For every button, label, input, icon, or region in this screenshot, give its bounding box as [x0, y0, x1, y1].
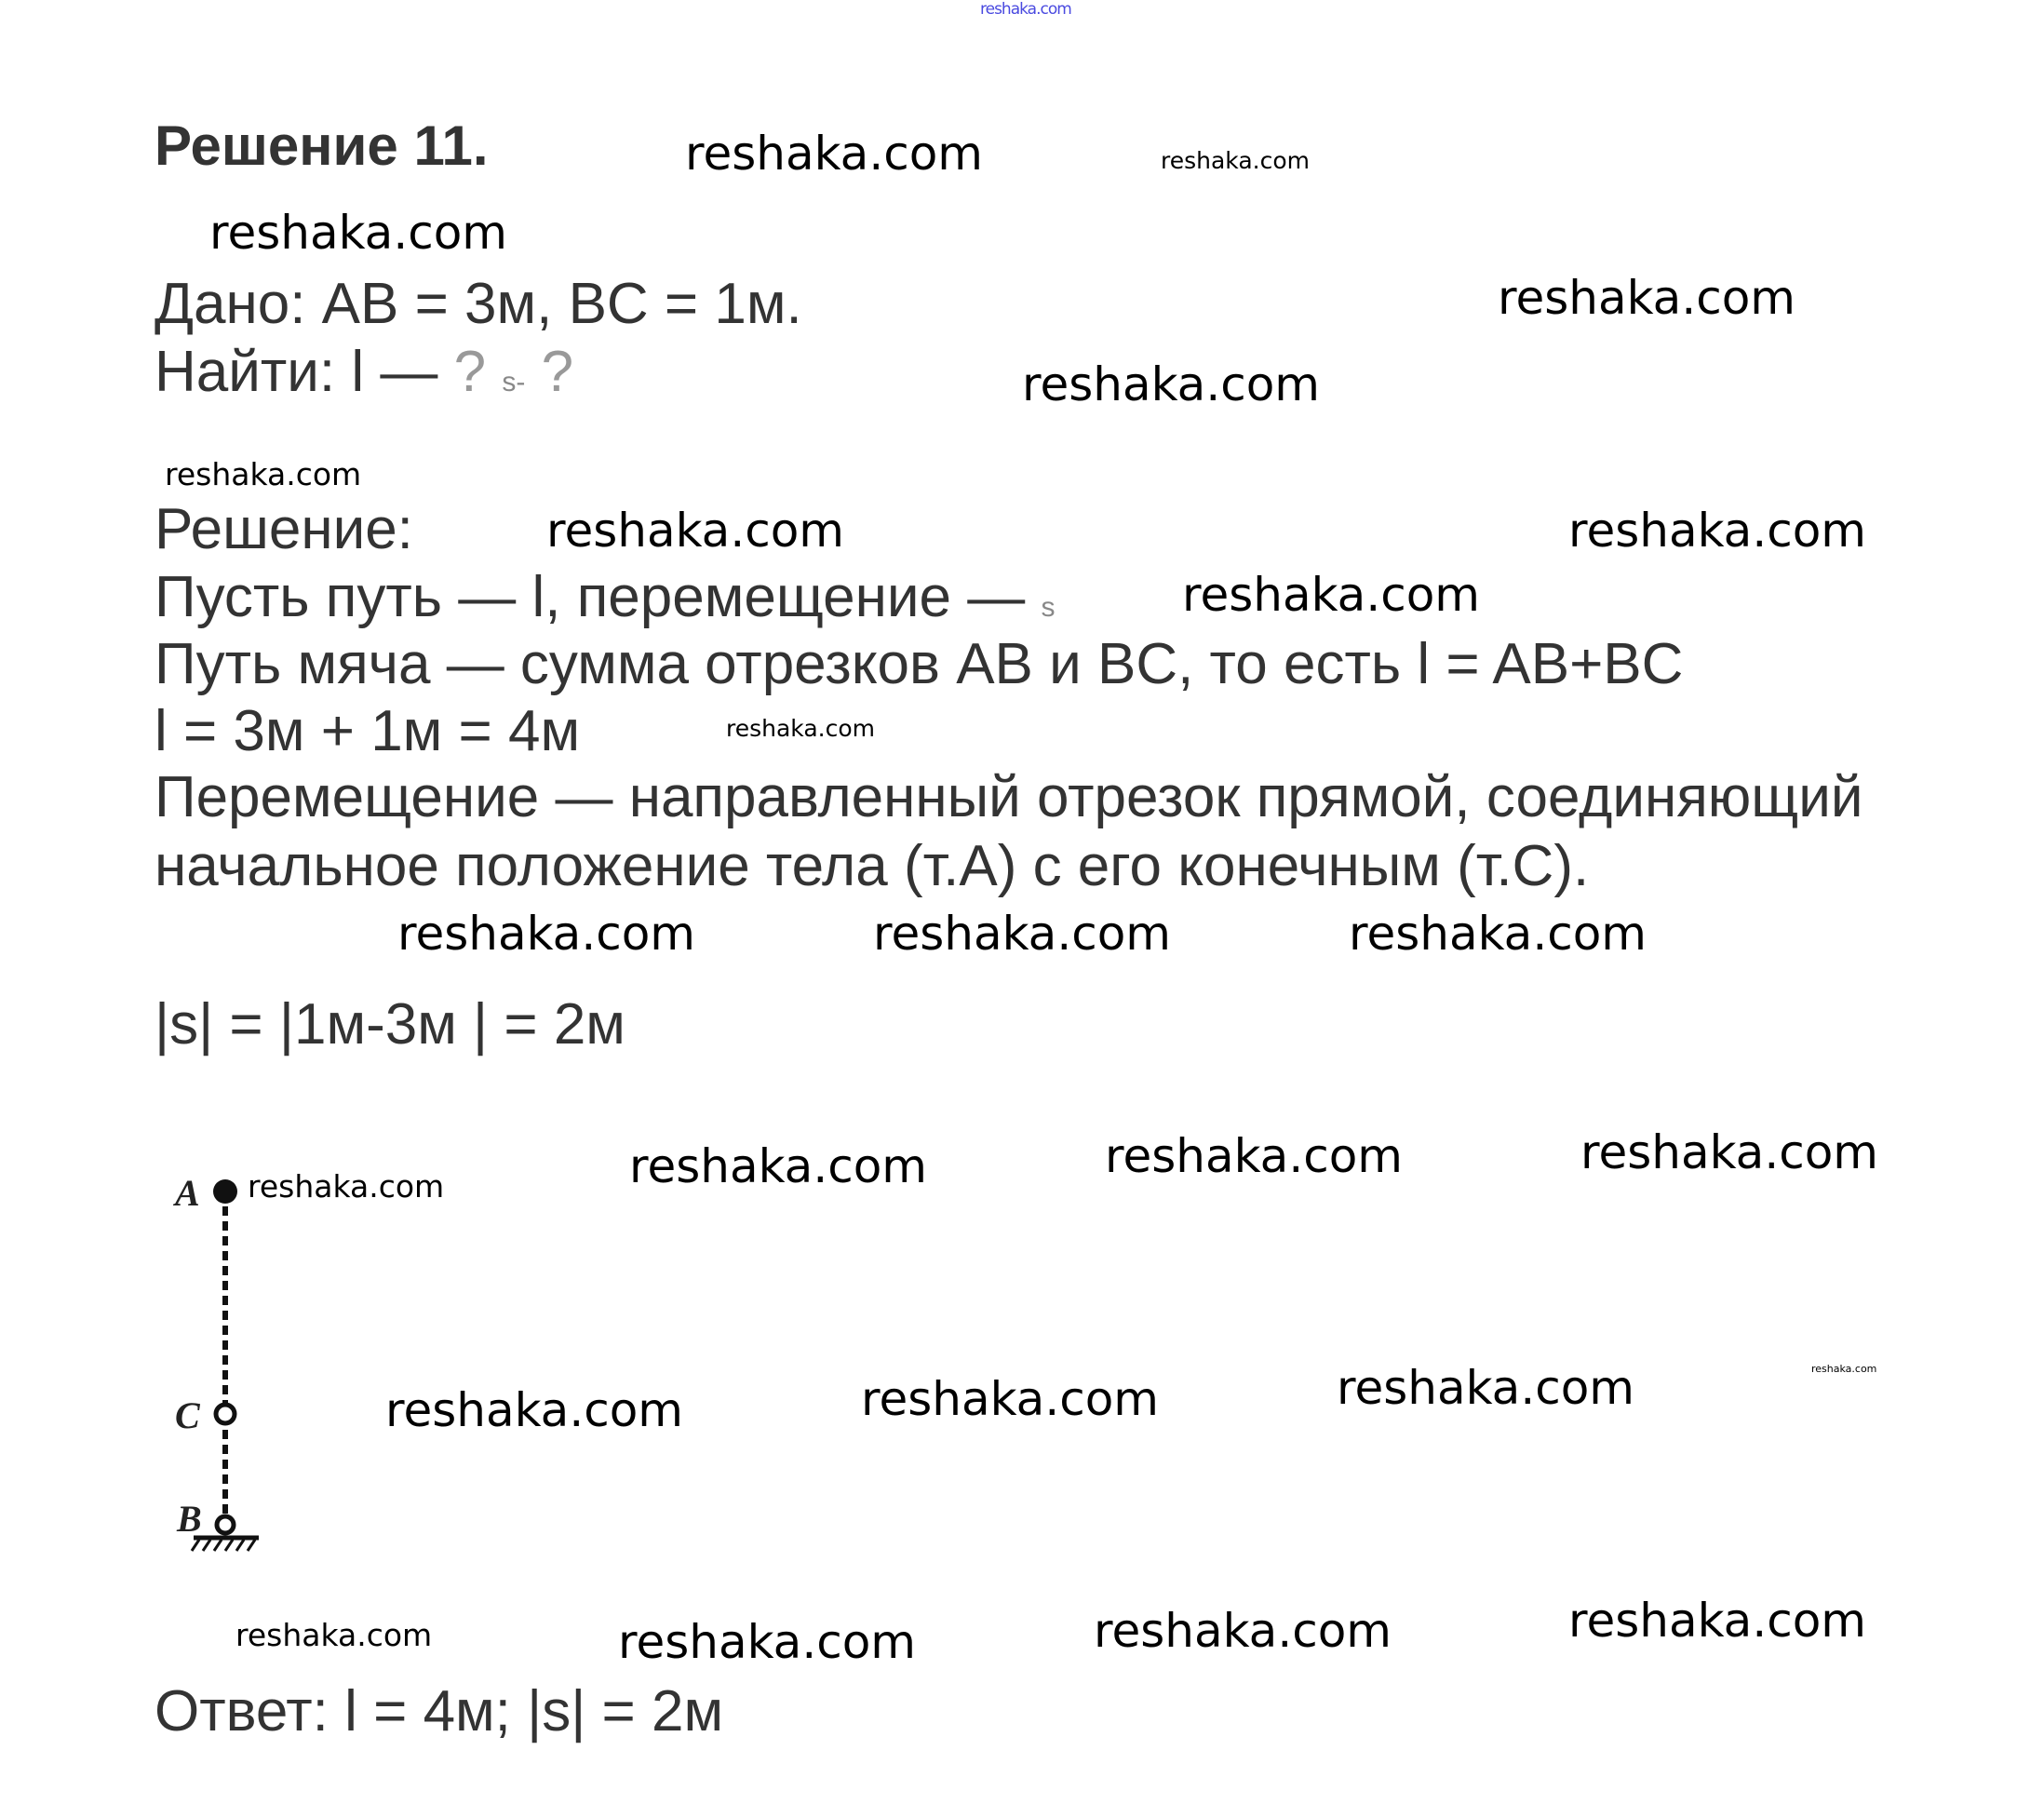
ground-hatch	[192, 1540, 255, 1551]
watermark: reshaka.com	[165, 456, 362, 492]
watermark: reshaka.com	[861, 1372, 1159, 1426]
watermark: reshaka.com	[546, 504, 844, 558]
label-c: C	[175, 1394, 200, 1436]
watermark: reshaka.com	[1161, 147, 1310, 174]
watermark: reshaka.com	[629, 1139, 927, 1193]
answer-line: Ответ: l = 4м; |s| = 2м	[155, 1679, 724, 1743]
watermark: reshaka.com	[1811, 1363, 1877, 1375]
watermark: reshaka.com	[1568, 1594, 1866, 1648]
watermark: reshaka.com	[1105, 1129, 1403, 1183]
solution-label: Решение:	[155, 497, 413, 561]
find-line	[155, 340, 573, 415]
watermark: reshaka.com	[1182, 568, 1480, 622]
point-c	[216, 1405, 235, 1423]
label-a: A	[175, 1172, 200, 1214]
watermark: reshaka.com	[726, 715, 875, 742]
watermark: reshaka.com	[618, 1615, 916, 1669]
watermark: reshaka.com	[1349, 907, 1647, 961]
point-b	[217, 1516, 234, 1533]
watermark: reshaka.com	[1580, 1125, 1878, 1179]
watermark: reshaka.com	[1337, 1361, 1634, 1415]
find-s: s	[502, 367, 517, 397]
diagram-drawing	[177, 1173, 270, 1564]
watermark: reshaka.com	[385, 1383, 683, 1437]
find-q1: ?	[453, 340, 487, 404]
label-b: B	[177, 1498, 202, 1540]
s-symbol: s	[1041, 592, 1056, 623]
find-label: Найти: l —	[155, 340, 454, 404]
watermark: reshaka.com	[1094, 1604, 1392, 1658]
watermark: reshaka.com	[248, 1168, 445, 1205]
watermark: reshaka.com	[873, 907, 1171, 961]
find-q2: ?	[541, 340, 574, 404]
watermark: reshaka.com	[235, 1617, 433, 1653]
given-line: Дано: AB = 3м, BC = 1м.	[155, 272, 802, 336]
watermark: reshaka.com	[980, 0, 1071, 19]
point-a	[213, 1179, 237, 1204]
watermark: reshaka.com	[685, 127, 983, 181]
watermark: reshaka.com	[209, 206, 507, 260]
watermark: reshaka.com	[1568, 504, 1866, 558]
page-title: Решение 11.	[155, 114, 489, 177]
watermark: reshaka.com	[1498, 271, 1795, 325]
displacement-line: |s| = |1м-3м | = 2м	[155, 992, 625, 1057]
find-dash: -	[516, 367, 526, 397]
solution-line: Путь мяча — сумма отрезков AB и BC, то есть l = AB+BC	[155, 632, 1684, 696]
solution-line: начальное положение тела (т.А) с его конечным (т.С).	[155, 834, 1590, 898]
solution-line	[155, 565, 1055, 640]
watermark: reshaka.com	[397, 907, 695, 961]
watermark: reshaka.com	[1022, 357, 1320, 411]
solution-line: l = 3м + 1м = 4м	[155, 699, 581, 763]
solution-line: Перемещение — направленный отрезок прямой, соединяющий	[155, 765, 1863, 829]
line-text: Пусть путь — l, перемещение —	[155, 565, 1042, 629]
